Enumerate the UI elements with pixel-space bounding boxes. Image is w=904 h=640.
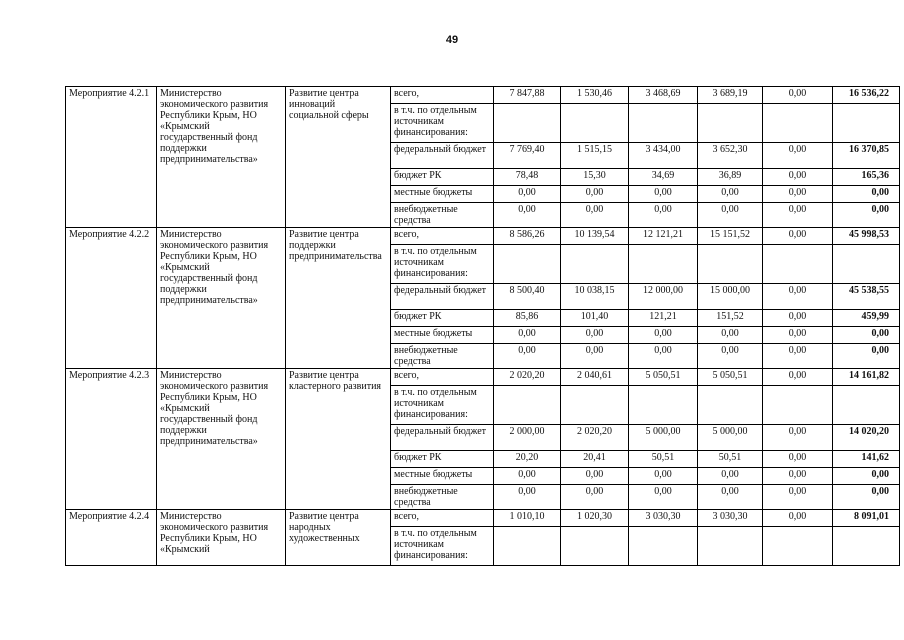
amount-value: 7 847,88 <box>494 87 561 104</box>
activity-code: Мероприятие 4.2.4 <box>66 510 157 566</box>
amount-value <box>763 104 833 143</box>
funding-source: всего, <box>391 510 494 527</box>
funding-source: федеральный бюджет <box>391 425 494 451</box>
amount-value: 10 038,15 <box>561 284 629 310</box>
funding-source: в т.ч. по отдельным источникам финансирования: <box>391 245 494 284</box>
amount-value: 8 500,40 <box>494 284 561 310</box>
total-value: 0,00 <box>833 468 900 485</box>
amount-value: 0,00 <box>698 186 763 203</box>
amount-value: 0,00 <box>763 310 833 327</box>
amount-value: 0,00 <box>698 203 763 228</box>
amount-value <box>763 386 833 425</box>
amount-value: 0,00 <box>763 451 833 468</box>
activity-name: Развитие центра поддержки предпринимательства <box>286 228 391 369</box>
amount-value <box>561 527 629 566</box>
activity-executor: Министерство экономического развития Республики Крым, НО «Крымский государственный фонд поддержки предпринимательства» <box>157 228 286 369</box>
total-value: 16 370,85 <box>833 143 900 169</box>
amount-value: 1 530,46 <box>561 87 629 104</box>
total-value: 0,00 <box>833 186 900 203</box>
activity-code: Мероприятие 4.2.2 <box>66 228 157 369</box>
amount-value: 0,00 <box>698 327 763 344</box>
funding-source: в т.ч. по отдельным источникам финансирования: <box>391 386 494 425</box>
activity-executor: Министерство экономического развития Республики Крым, НО «Крымский <box>157 510 286 566</box>
amount-value: 0,00 <box>763 327 833 344</box>
amount-value: 0,00 <box>494 327 561 344</box>
funding-source: всего, <box>391 87 494 104</box>
amount-value: 12 121,21 <box>629 228 698 245</box>
funding-source: местные бюджеты <box>391 327 494 344</box>
amount-value: 0,00 <box>698 485 763 510</box>
funding-source: внебюджетные средства <box>391 203 494 228</box>
funding-source: в т.ч. по отдельным источникам финансирования: <box>391 527 494 566</box>
amount-value <box>629 386 698 425</box>
amount-value: 101,40 <box>561 310 629 327</box>
activity-code: Мероприятие 4.2.1 <box>66 87 157 228</box>
funding-source: всего, <box>391 369 494 386</box>
amount-value: 0,00 <box>763 284 833 310</box>
funding-source: местные бюджеты <box>391 186 494 203</box>
funding-source: бюджет РК <box>391 169 494 186</box>
amount-value: 0,00 <box>494 203 561 228</box>
table-row <box>66 510 900 527</box>
amount-value <box>629 245 698 284</box>
amount-value <box>698 527 763 566</box>
amount-value: 0,00 <box>494 344 561 369</box>
amount-value: 20,41 <box>561 451 629 468</box>
amount-value: 3 689,19 <box>698 87 763 104</box>
amount-value: 85,86 <box>494 310 561 327</box>
amount-value: 0,00 <box>763 369 833 386</box>
amount-value: 50,51 <box>698 451 763 468</box>
amount-value: 0,00 <box>629 203 698 228</box>
activity-code: Мероприятие 4.2.3 <box>66 369 157 510</box>
page-number: 49 <box>445 34 459 46</box>
amount-value: 0,00 <box>629 186 698 203</box>
amount-value: 0,00 <box>698 344 763 369</box>
activity-executor: Министерство экономического развития Республики Крым, НО «Крымский государственный фонд поддержки предпринимательства» <box>157 87 286 228</box>
total-value <box>833 245 900 284</box>
amount-value: 1 515,15 <box>561 143 629 169</box>
amount-value: 2 040,61 <box>561 369 629 386</box>
amount-value <box>698 386 763 425</box>
amount-value: 0,00 <box>763 228 833 245</box>
amount-value: 0,00 <box>698 468 763 485</box>
amount-value: 5 000,00 <box>629 425 698 451</box>
amount-value: 0,00 <box>561 344 629 369</box>
amount-value: 0,00 <box>629 344 698 369</box>
funding-source: бюджет РК <box>391 310 494 327</box>
amount-value: 0,00 <box>763 468 833 485</box>
amount-value: 0,00 <box>763 510 833 527</box>
total-value: 45 538,55 <box>833 284 900 310</box>
amount-value: 0,00 <box>763 143 833 169</box>
activity-executor: Министерство экономического развития Республики Крым, НО «Крымский государственный фонд поддержки предпринимательства» <box>157 369 286 510</box>
amount-value: 0,00 <box>561 327 629 344</box>
amount-value: 0,00 <box>561 468 629 485</box>
amount-value: 121,21 <box>629 310 698 327</box>
amount-value: 15 000,00 <box>698 284 763 310</box>
amount-value: 1 020,30 <box>561 510 629 527</box>
total-value: 165,36 <box>833 169 900 186</box>
amount-value: 2 020,20 <box>561 425 629 451</box>
amount-value <box>763 245 833 284</box>
amount-value: 0,00 <box>561 203 629 228</box>
amount-value: 0,00 <box>763 425 833 451</box>
funding-source: всего, <box>391 228 494 245</box>
amount-value: 0,00 <box>629 327 698 344</box>
amount-value: 0,00 <box>494 186 561 203</box>
amount-value: 0,00 <box>763 485 833 510</box>
amount-value <box>561 386 629 425</box>
activity-name: Развитие центра инноваций социальной сферы <box>286 87 391 228</box>
amount-value: 34,69 <box>629 169 698 186</box>
total-value: 14 020,20 <box>833 425 900 451</box>
amount-value <box>561 104 629 143</box>
total-value <box>833 386 900 425</box>
total-value: 0,00 <box>833 203 900 228</box>
amount-value: 0,00 <box>494 468 561 485</box>
total-value: 459,99 <box>833 310 900 327</box>
amount-value: 151,52 <box>698 310 763 327</box>
amount-value: 0,00 <box>494 485 561 510</box>
amount-value: 0,00 <box>763 169 833 186</box>
amount-value: 20,20 <box>494 451 561 468</box>
amount-value <box>494 104 561 143</box>
amount-value: 0,00 <box>629 468 698 485</box>
amount-value: 7 769,40 <box>494 143 561 169</box>
amount-value <box>629 104 698 143</box>
amount-value: 78,48 <box>494 169 561 186</box>
funding-source: федеральный бюджет <box>391 284 494 310</box>
funding-source: внебюджетные средства <box>391 485 494 510</box>
amount-value: 3 468,69 <box>629 87 698 104</box>
activity-name: Развитие центра кластерного развития <box>286 369 391 510</box>
amount-value: 5 000,00 <box>698 425 763 451</box>
amount-value: 50,51 <box>629 451 698 468</box>
amount-value: 36,89 <box>698 169 763 186</box>
amount-value: 10 139,54 <box>561 228 629 245</box>
amount-value <box>494 386 561 425</box>
amount-value: 3 030,30 <box>629 510 698 527</box>
amount-value: 15 151,52 <box>698 228 763 245</box>
amount-value: 0,00 <box>763 87 833 104</box>
amount-value: 0,00 <box>561 485 629 510</box>
table-row <box>66 228 900 245</box>
funding-source: местные бюджеты <box>391 468 494 485</box>
table-row <box>66 369 900 386</box>
amount-value: 1 010,10 <box>494 510 561 527</box>
funding-source: в т.ч. по отдельным источникам финансирования: <box>391 104 494 143</box>
activity-name: Развитие центра народных художественных <box>286 510 391 566</box>
funding-source: внебюджетные средства <box>391 344 494 369</box>
amount-value: 0,00 <box>561 186 629 203</box>
amount-value: 2 020,20 <box>494 369 561 386</box>
amount-value: 15,30 <box>561 169 629 186</box>
amount-value: 0,00 <box>763 186 833 203</box>
amount-value: 0,00 <box>629 485 698 510</box>
total-value: 45 998,53 <box>833 228 900 245</box>
amount-value <box>494 527 561 566</box>
total-value: 141,62 <box>833 451 900 468</box>
amount-value <box>494 245 561 284</box>
funding-source: бюджет РК <box>391 451 494 468</box>
total-value <box>833 104 900 143</box>
amount-value: 3 652,30 <box>698 143 763 169</box>
amount-value <box>698 104 763 143</box>
total-value: 16 536,22 <box>833 87 900 104</box>
amount-value: 2 000,00 <box>494 425 561 451</box>
amount-value: 3 434,00 <box>629 143 698 169</box>
amount-value: 12 000,00 <box>629 284 698 310</box>
total-value: 0,00 <box>833 485 900 510</box>
amount-value <box>698 245 763 284</box>
amount-value: 5 050,51 <box>629 369 698 386</box>
funding-source: федеральный бюджет <box>391 143 494 169</box>
amount-value: 3 030,30 <box>698 510 763 527</box>
amount-value: 0,00 <box>763 344 833 369</box>
total-value <box>833 527 900 566</box>
total-value: 8 091,01 <box>833 510 900 527</box>
total-value: 0,00 <box>833 344 900 369</box>
total-value: 0,00 <box>833 327 900 344</box>
amount-value: 8 586,26 <box>494 228 561 245</box>
amount-value: 0,00 <box>763 203 833 228</box>
amount-value <box>763 527 833 566</box>
amount-value <box>561 245 629 284</box>
budget-table <box>65 86 900 566</box>
amount-value: 5 050,51 <box>698 369 763 386</box>
table-row <box>66 87 900 104</box>
total-value: 14 161,82 <box>833 369 900 386</box>
budget-table-body <box>66 87 900 566</box>
amount-value <box>629 527 698 566</box>
